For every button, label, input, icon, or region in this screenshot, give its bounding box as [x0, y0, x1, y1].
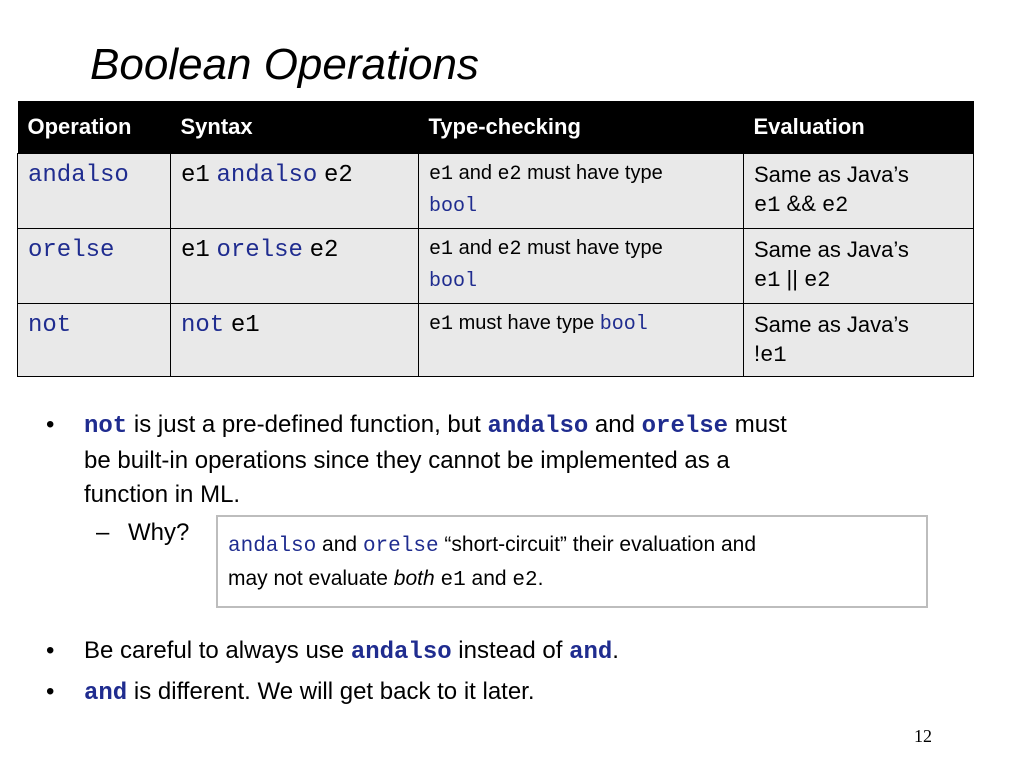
type-checking-cell: [419, 154, 744, 229]
keyword-and: and: [84, 680, 128, 707]
syntax-operand: e1: [181, 162, 210, 189]
bullet-text: instead of: [451, 637, 570, 664]
ev-operand: e1: [760, 343, 787, 368]
callout-text: and: [316, 533, 363, 556]
ev-operator: &&: [780, 191, 822, 216]
bullet-text: .: [612, 637, 619, 664]
bullet-use-andalso: [46, 634, 619, 670]
evaluation-cell: [744, 229, 974, 304]
ev-text: Same as Java’s: [754, 237, 909, 262]
header-evaluation: Evaluation: [744, 101, 974, 154]
slide-title: Boolean Operations: [90, 40, 479, 89]
operation-cell: [18, 154, 171, 229]
ev-text: Same as Java’s: [754, 162, 909, 187]
bullet-text: be built-in operations since they cannot be implemented as a: [84, 447, 730, 474]
evaluation-cell: [744, 304, 974, 377]
tc-operand: e1: [429, 313, 454, 336]
syntax-keyword: andalso: [216, 162, 318, 189]
syntax-operand: e1: [181, 237, 210, 264]
operation-keyword: not: [28, 312, 72, 339]
bullet-text: and: [588, 411, 642, 438]
keyword-andalso: andalso: [228, 535, 317, 558]
syntax-operand: e2: [323, 162, 353, 189]
header-type-checking: Type-checking: [419, 101, 744, 154]
tc-text: and: [453, 162, 498, 184]
bullet-dot: •: [46, 637, 55, 664]
operation-cell: [18, 229, 171, 304]
type-checking-cell: [419, 229, 744, 304]
bullet-dot: •: [46, 678, 55, 705]
tc-type: bool: [429, 270, 478, 293]
tc-text: must have type: [453, 312, 600, 334]
bullet-text: is just a pre-defined function, but: [127, 411, 488, 438]
syntax-operand: e1: [230, 312, 260, 339]
callout-text: may not evaluate: [228, 567, 394, 590]
callout-text: “short-circuit” their evaluation and: [438, 533, 757, 556]
ev-operand: e1: [754, 193, 781, 218]
operation-keyword: orelse: [28, 237, 115, 264]
tc-operand: e2: [497, 238, 522, 261]
keyword-andalso: andalso: [487, 413, 589, 440]
keyword-andalso: andalso: [350, 639, 452, 666]
callout-text: .: [537, 567, 544, 590]
page-number: 12: [914, 726, 932, 746]
tc-text: must have type: [521, 237, 663, 259]
syntax-keyword: orelse: [216, 237, 303, 264]
tc-text: must have type: [521, 162, 663, 184]
evaluation-cell: [744, 154, 974, 229]
ev-operator: ||: [780, 266, 805, 291]
tc-operand: e1: [429, 238, 454, 261]
operand-e2: e2: [512, 569, 538, 592]
short-circuit-callout: [216, 515, 928, 608]
ev-operand: e2: [804, 268, 831, 293]
header-operation: Operation: [18, 101, 171, 154]
ev-text: Same as Java’s: [754, 312, 909, 337]
boolean-operations-table: [17, 101, 974, 377]
table-row: [18, 229, 974, 304]
syntax-operand: e2: [309, 237, 339, 264]
ev-operand: e2: [821, 193, 849, 218]
bullet-text: Be careful to always use: [84, 637, 351, 664]
keyword-not: not: [84, 413, 128, 440]
operation-cell: [18, 304, 171, 377]
table-row: [18, 304, 974, 377]
syntax-keyword: not: [181, 312, 225, 339]
keyword-orelse: orelse: [362, 535, 439, 558]
bullet-and-different: [46, 675, 535, 711]
tc-operand: e1: [429, 163, 454, 186]
keyword-orelse: orelse: [641, 413, 729, 440]
bullet-text: must: [728, 411, 787, 438]
bullet-text: is different. We will get back to it later.: [127, 678, 535, 705]
bullet-text: function in ML.: [84, 481, 241, 508]
callout-emphasis: both: [393, 567, 435, 590]
syntax-cell: [171, 304, 419, 377]
bullet-not-function: [46, 408, 944, 512]
tc-type: bool: [429, 195, 478, 218]
tc-type: bool: [599, 313, 648, 336]
tc-text: and: [453, 237, 498, 259]
tc-operand: e2: [497, 163, 522, 186]
bullet-dot: •: [46, 411, 55, 438]
type-checking-cell: [419, 304, 744, 377]
syntax-cell: [171, 154, 419, 229]
operand-e1: e1: [440, 569, 466, 592]
ev-operator: !: [754, 341, 761, 366]
callout-text: and: [465, 567, 513, 590]
operation-keyword: andalso: [28, 162, 129, 189]
ev-operand: e1: [754, 268, 781, 293]
sub-bullet-why: [96, 516, 190, 550]
table-header-row: [18, 101, 974, 154]
dash-marker: –: [96, 519, 110, 546]
sub-bullet-text: Why?: [128, 519, 190, 546]
keyword-and: and: [569, 639, 613, 666]
syntax-cell: [171, 229, 419, 304]
header-syntax: Syntax: [171, 101, 419, 154]
table-row: [18, 154, 974, 229]
